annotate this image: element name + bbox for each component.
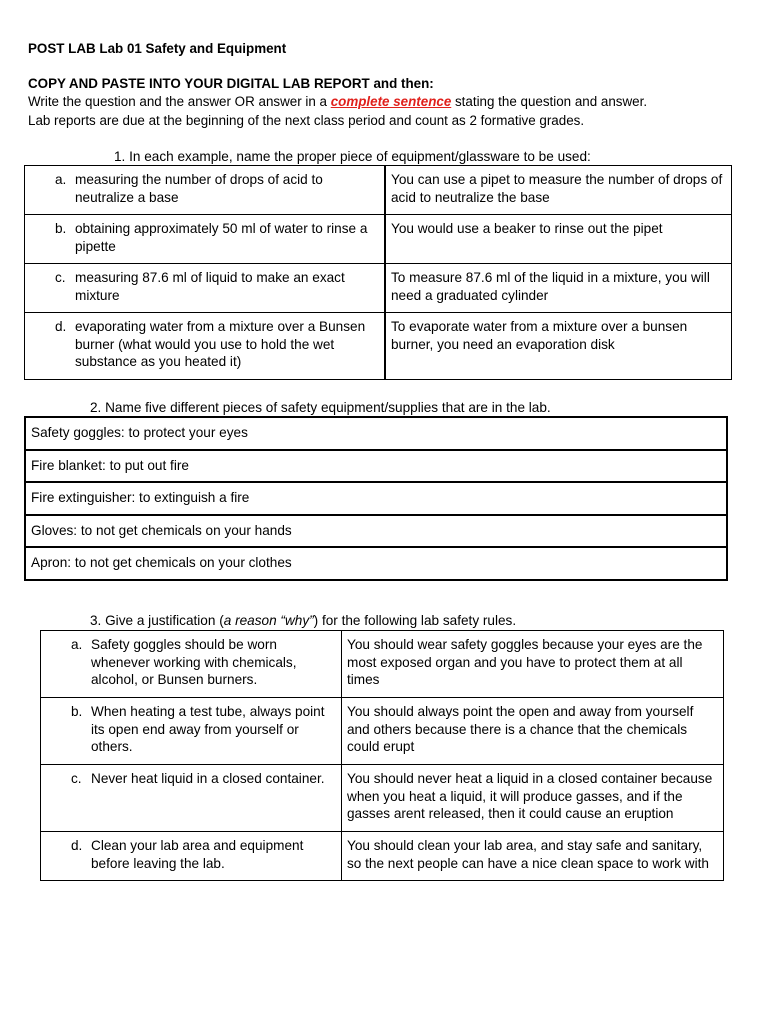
table-row <box>25 482 727 515</box>
prompt-cell <box>25 264 386 313</box>
complete-sentence-emphasis: complete sentence <box>330 94 452 109</box>
instructions-heading: COPY AND PASTE INTO YOUR DIGITAL LAB REPORT and then: <box>28 76 434 91</box>
rule-cell <box>41 631 342 698</box>
answer-cell[interactable]: To evaporate water from a mixture over a bunsen burner, you need an evaporation disk <box>385 313 732 380</box>
table-row <box>25 515 727 548</box>
instructions-line-1 <box>28 93 647 111</box>
table-row <box>25 215 732 264</box>
question-1-text: 1. In each example, name the proper piece of equipment/glassware to be used: <box>114 149 591 164</box>
prompt-cell <box>25 313 386 380</box>
row-letter: a. <box>71 637 83 652</box>
row-letter: b. <box>71 704 83 719</box>
safety-item-cell[interactable]: Gloves: to not get chemicals on your hands <box>25 515 727 548</box>
question-3-italic: a reason “why” <box>223 613 314 628</box>
instructions-line-1-end: stating the question and answer. <box>451 94 648 109</box>
rule-cell <box>41 832 342 881</box>
rule-text: When heating a test tube, always point its open end away from yourself or others. <box>91 704 325 755</box>
answer-cell[interactable]: You can use a pipet to measure the number of drops of acid to neutralize the base <box>385 166 732 215</box>
table-row <box>25 547 727 580</box>
rule-cell <box>41 698 342 765</box>
table-row <box>25 450 727 483</box>
safety-item-cell[interactable]: Fire extinguisher: to extinguish a fire <box>25 482 727 515</box>
answer-cell[interactable]: You should never heat a liquid in a closed container because when you heat a liquid, it will produce gasses, and if the gasses arent released, then it could cause an eruption <box>342 765 724 832</box>
safety-rules-table <box>40 630 724 881</box>
safety-item-cell[interactable]: Apron: to not get chemicals on your clothes <box>25 547 727 580</box>
table-row <box>25 166 732 215</box>
row-letter: b. <box>55 221 67 236</box>
rule-text: Safety goggles should be worn whenever working with chemicals, alcohol, or Bunsen burners. <box>91 637 297 688</box>
answer-cell[interactable]: You should always point the open and away from yourself and others because there is a chance that the chemicals could erupt <box>342 698 724 765</box>
table-row <box>41 631 724 698</box>
question-3-start: 3. Give a justification ( <box>90 613 224 628</box>
instructions-line-2: Lab reports are due at the beginning of the next class period and count as 2 formative grades. <box>28 113 585 128</box>
table-row <box>41 698 724 765</box>
row-letter: c. <box>55 270 66 285</box>
safety-item-cell[interactable]: Fire blanket: to put out fire <box>25 450 727 483</box>
table-row <box>25 313 732 380</box>
prompt-cell <box>25 166 386 215</box>
safety-item-cell[interactable]: Safety goggles: to protect your eyes <box>25 417 727 450</box>
prompt-text: measuring the number of drops of acid to neutralize a base <box>75 172 323 205</box>
prompt-text: evaporating water from a mixture over a Bunsen burner (what would you use to hold the wet substance as you heated it) <box>75 319 366 370</box>
table-row <box>41 832 724 881</box>
row-letter: a. <box>55 172 67 187</box>
question-3-text <box>90 612 516 629</box>
prompt-text: obtaining approximately 50 ml of water to rinse a pipette <box>75 221 368 254</box>
answer-cell[interactable]: To measure 87.6 ml of the liquid in a mixture, you will need a graduated cylinder <box>385 264 732 313</box>
row-letter: d. <box>71 838 83 853</box>
table-row <box>41 765 724 832</box>
prompt-text: measuring 87.6 ml of liquid to make an exact mixture <box>75 270 345 303</box>
question-3-end: ) for the following lab safety rules. <box>313 613 517 628</box>
instructions-line-1-start: Write the question and the answer OR answer in a <box>28 94 331 109</box>
answer-cell[interactable]: You would use a beaker to rinse out the pipet <box>385 215 732 264</box>
answer-cell[interactable]: You should wear safety goggles because your eyes are the most exposed organ and you have to protect them at all times <box>342 631 724 698</box>
table-row <box>25 264 732 313</box>
rule-text: Clean your lab area and equipment before leaving the lab. <box>91 838 304 871</box>
rule-cell <box>41 765 342 832</box>
page-title: POST LAB Lab 01 Safety and Equipment <box>28 41 287 56</box>
safety-equipment-table <box>24 416 728 581</box>
row-letter: c. <box>71 771 82 786</box>
rule-text: Never heat liquid in a closed container. <box>91 771 325 786</box>
table-row <box>25 417 727 450</box>
answer-cell[interactable]: You should clean your lab area, and stay safe and sanitary, so the next people can have a nice clean space to work with <box>342 832 724 881</box>
equipment-table <box>24 165 732 380</box>
prompt-cell <box>25 215 386 264</box>
question-2-text: 2. Name five different pieces of safety equipment/supplies that are in the lab. <box>90 400 551 415</box>
row-letter: d. <box>55 319 67 334</box>
